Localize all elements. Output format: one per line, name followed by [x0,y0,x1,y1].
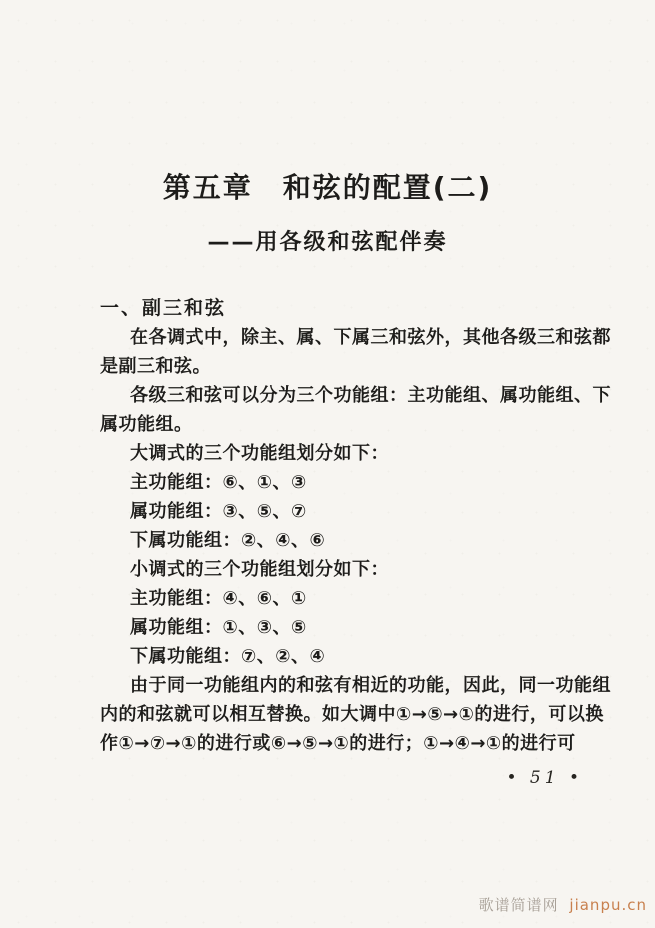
body-text-block [100,294,611,758]
chord-function-line: 属功能组：①、③、⑤ [130,617,307,638]
text-line: 小调式的三个功能组划分如下： [130,559,389,580]
chord-function-line: 下属功能组：⑦、②、④ [130,646,326,667]
watermark-site-url: jianpu.cn [569,896,647,914]
text-line: 由于同一功能组内的和弦有相近的功能，因此，同一功能组 [130,675,611,696]
watermark-site-name: 歌谱简谱网 [478,896,559,914]
text-line: 大调式的三个功能组划分如下： [130,443,389,464]
text-line: 各级三和弦可以分为三个功能组：主功能组、属功能组、下 [130,385,611,406]
page-number: • 51 • [506,768,583,788]
text-line: 在各调式中，除主、属、下属三和弦外，其他各级三和弦都 [130,327,611,348]
text-line: 是副三和弦。 [100,356,211,377]
chord-function-line: 下属功能组：②、④、⑥ [130,530,326,551]
chapter-title: 第五章 和弦的配置(二) [162,171,493,204]
chord-function-line: 主功能组：④、⑥、① [130,588,307,609]
section-heading: 一、副三和弦 [100,297,227,319]
chord-function-line: 属功能组：③、⑤、⑦ [130,501,307,522]
text-line: 属功能组。 [100,414,193,435]
chapter-subtitle: ——用各级和弦配伴奏 [207,230,448,255]
text-line: 作①→⑦→①的进行或⑥→⑤→①的进行；①→④→①的进行可 [100,733,576,754]
chord-function-line: 主功能组：⑥、①、③ [130,472,307,493]
text-line: 内的和弦就可以相互替换。如大调中①→⑤→①的进行，可以换 [100,704,604,725]
watermark [479,894,647,915]
